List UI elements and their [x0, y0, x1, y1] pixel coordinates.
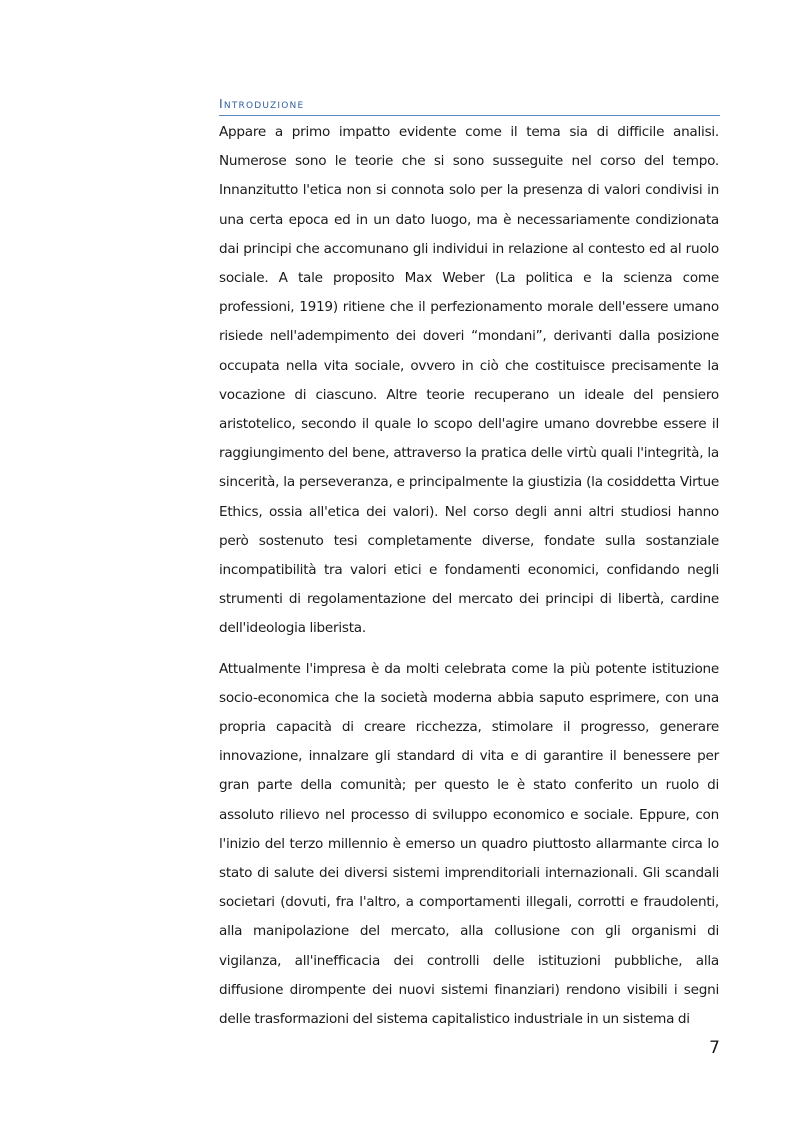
- page-number: 7: [709, 1038, 720, 1058]
- paragraph-1: Appare a primo impatto evidente come il tema sia di difficile analisi. Numerose sono le teorie che si sono susseguite nel corso del tempo. Innanzitutto l'etica non si connota solo per la presenza di valori condivisi in una certa epoca ed in un dato luogo, ma è necessariamente condizionata dai principi che accomunano gli individui in relazione al contesto ed al ruolo sociale. A tale proposito Max Weber (La politica e la scienza come professioni, 1919) ritiene che il perfezionamento morale dell'essere umano risiede nell'adempimento dei doveri “mondani”, derivanti dalla posizione occupata nella vita sociale, ovvero in ciò che costituisce precisamente la vocazione di ciascuno. Altre teorie recuperano un ideale del pensiero aristotelico, secondo il quale lo scopo dell'agire umano dovrebbe essere il raggiungimento del bene, attraverso la pratica delle virtù quali l'integrità, la sincerità, la perseveranza, e principalmente la giustizia (la cosiddetta Virtue Ethics, ossia all'etica dei valori). Nel corso degli anni altri studiosi hanno però sostenuto tesi completamente diverse, fondate sulla sostanziale incompatibilità tra valori etici e fondamenti economici, confidando negli strumenti di regolamentazione del mercato dei principi di libertà, cardine dell'ideologia liberista.: [219, 124, 719, 637]
- body-text: [219, 118, 719, 1034]
- paragraph-2: Attualmente l'impresa è da molti celebrata come la più potente istituzione socio-economica che la società moderna abbia saputo esprimere, con una propria capacità di creare ricchezza, stimolare il progresso, generare innovazione, innalzare gli standard di vita e di garantire il benessere per gran parte della comunità; per questo le è stato conferito un ruolo di assoluto rilievo nel processo di sviluppo economico e sociale. Eppure, con l'inizio del terzo millennio è emerso un quadro piuttosto allarmante circa lo stato di salute dei diversi sistemi imprenditoriali internazionali. Gli scandali societari (dovuti, fra l'altro, a comportamenti illegali, corrotti e fraudolenti, alla manipolazione del mercato, alla collusione con gli organismi di vigilanza, all'inefficacia dei controlli delle istituzioni pubbliche, alla diffusione dirompente dei nuovi sistemi finanziari) rendono visibili i segni delle trasformazioni del sistema capitalistico industriale in un sistema di: [219, 660, 719, 1028]
- section-heading: Introduzione: [219, 96, 720, 116]
